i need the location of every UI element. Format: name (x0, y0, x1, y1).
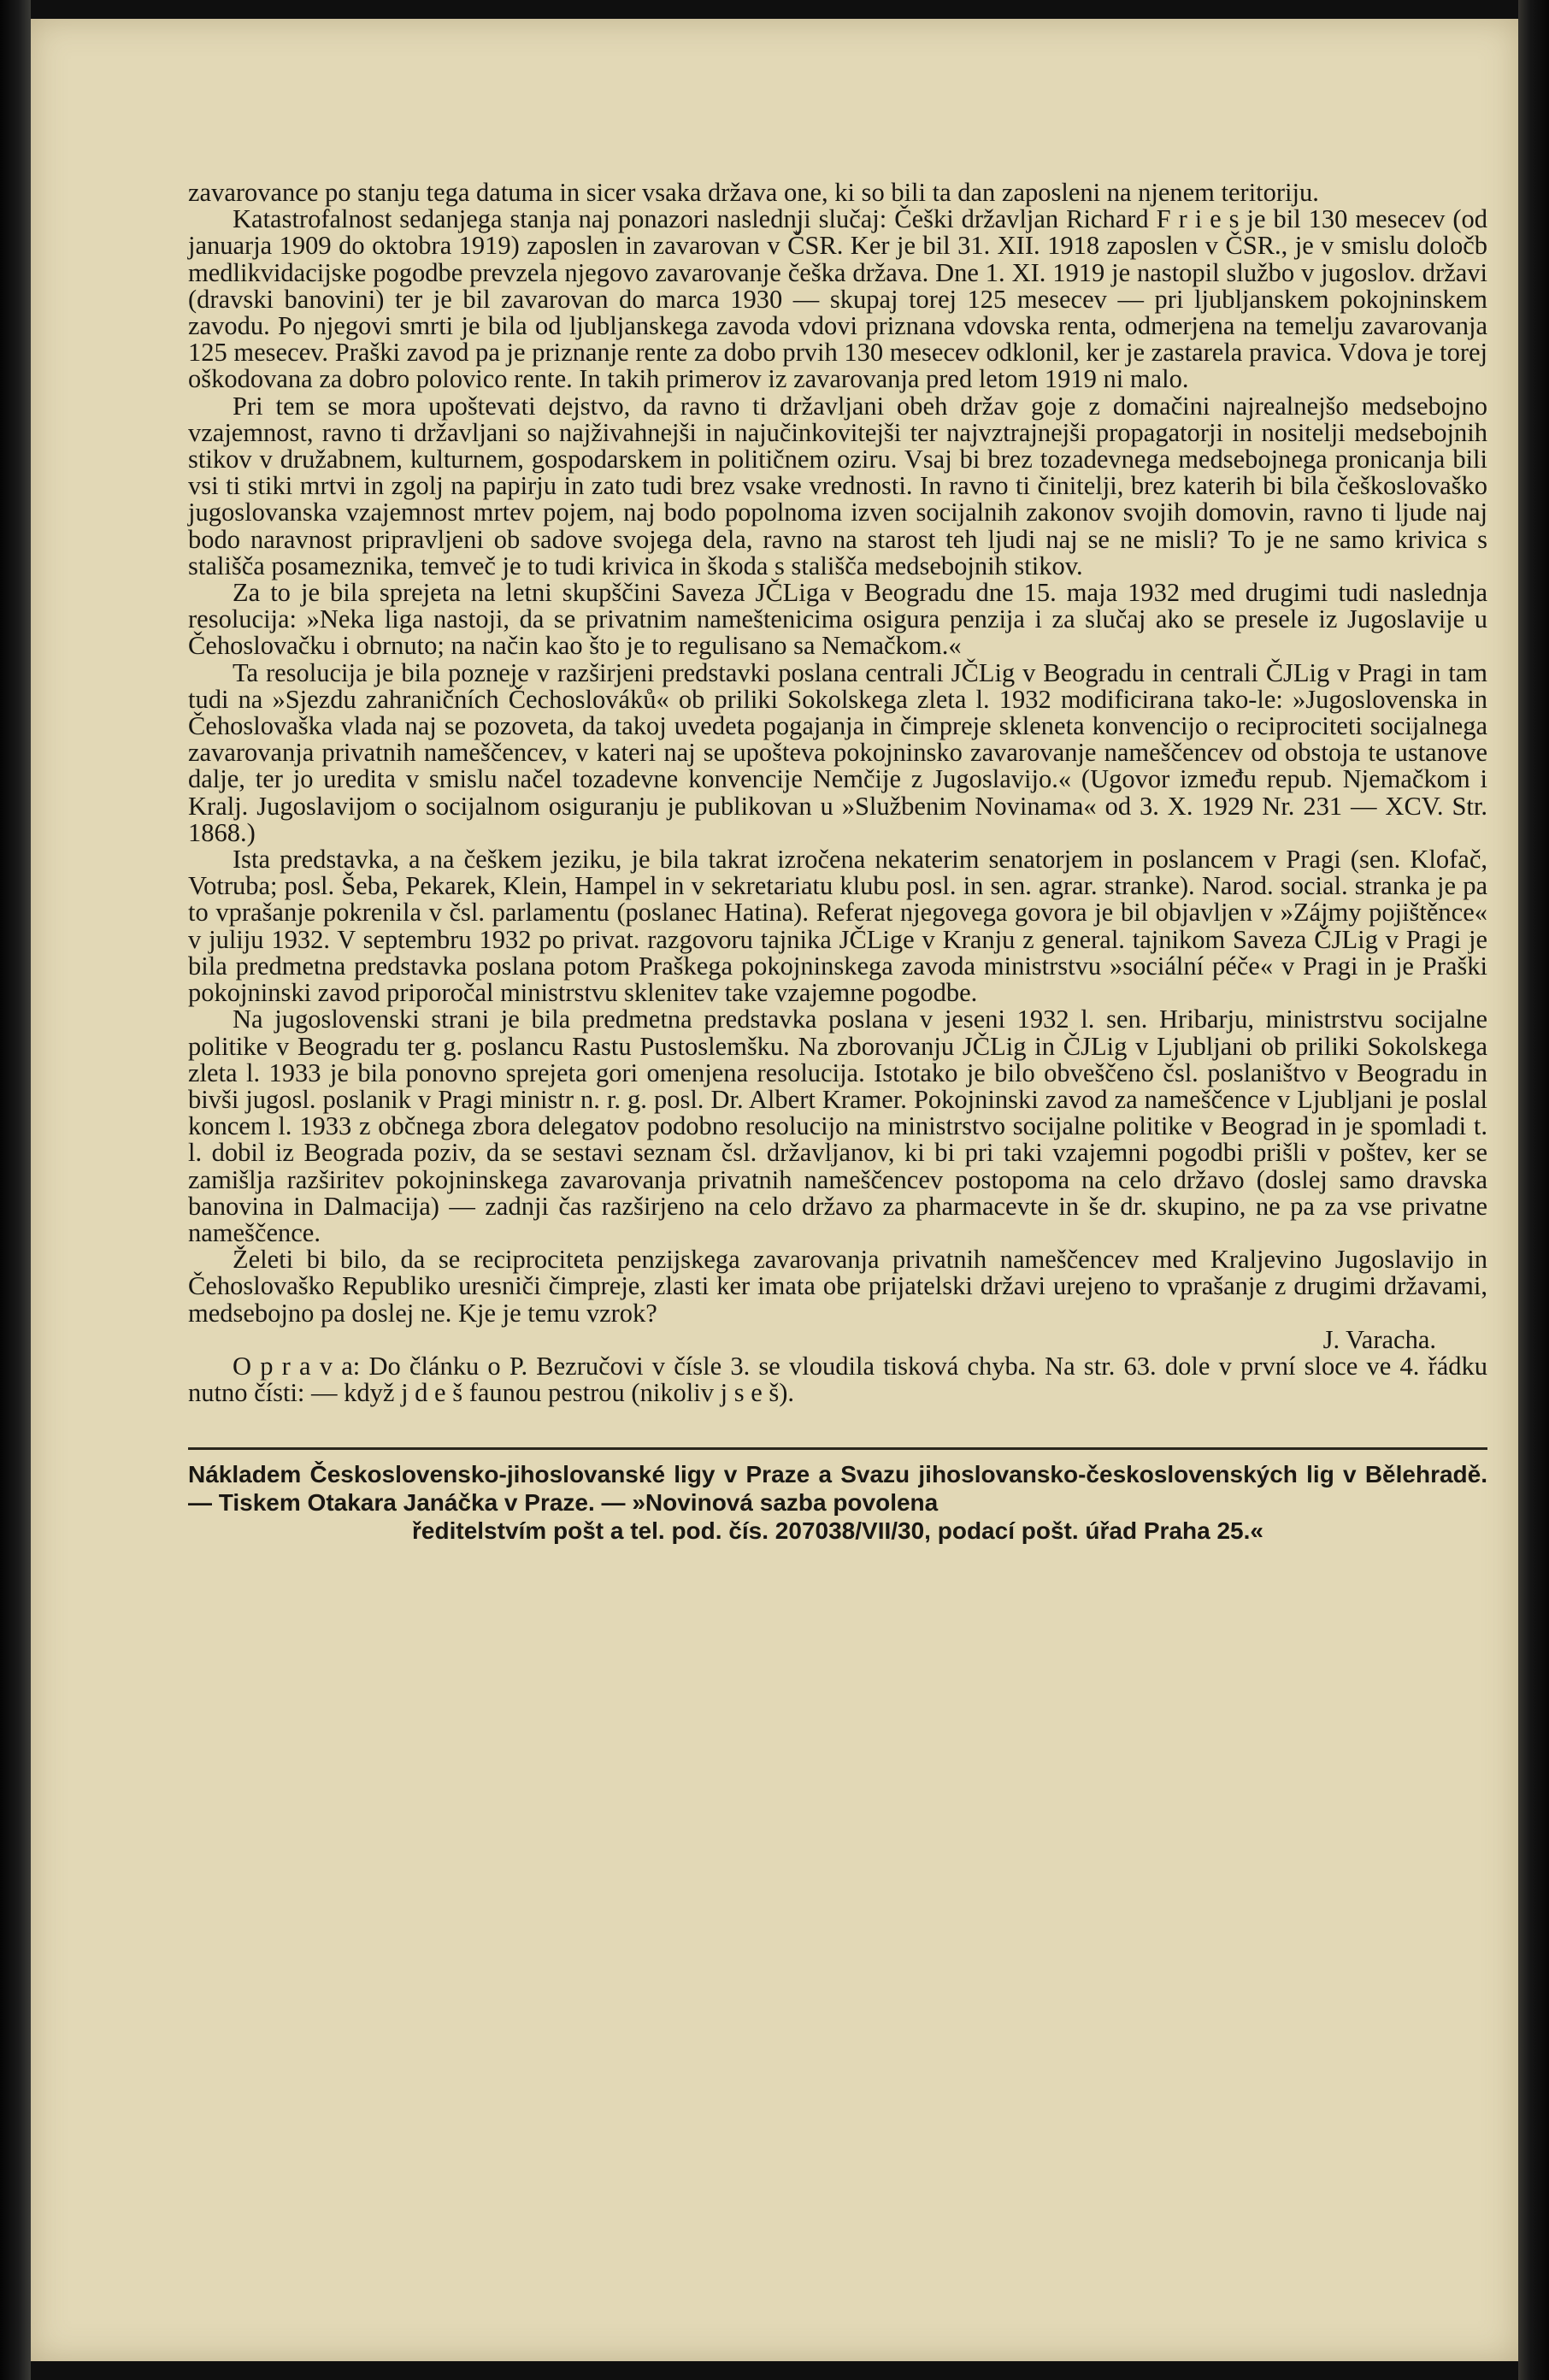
paragraph-6: Ista predstavka, a na češkem jeziku, je bila takrat izročena nekaterim senatorjem in poslancem v Pragi (sen. Klofač, Votruba; posl. Šeba, Pekarek, Klein, Hampel in v sekretariatu klubu posl. in sen. agrar. stranke). Narod. social. stranka je pa to vprašanje pokrenila v čsl. parlamentu (poslanec Hatina). Referat njegovega govora je bil objavljen v »Zájmy pojištěnce« v juliju 1932. V septembru 1932 po privat. razgovoru tajnika JČLige v Kranju z general. tajnikom Saveza ČJLig v Pragi je bila predmetna predstavka poslana potom Praškega pokojninskega zavoda ministrstvu »sociální péče« v Pragi in je Praški pokojninski zavod priporočal ministrstvu sklenitev take vzajemne pogodbe. (188, 845, 1487, 1008)
correction-text: Do článku o P. Bezručovi v čísle 3. se vloudila tisková chyba. Na str. 63. dole v první sloce ve 4. řádku nutno čísti: — když j d e š faunou pestrou (nikoliv j s e š). (188, 1351, 1487, 1408)
paragraph-2: Katastrofalnost sedanjega stanja naj ponazori naslednji slučaj: Češki državljan Richard F r i e s je bil 130 mesecev (od januarja 1909 do oktobra 1919) zaposlen in zavarovan v ČSR. Ker je bil 31. XII. 1918 zaposlen v ČSR., je v smislu določb medlikvidacijske pogodbe prevzela njegovo zavarovanje češka država. Dne 1. XI. 1919 je nastopil službo v jugoslov. državi (dravski banovini) ter je bil zavarovan do marca 1930 — skupaj torej 125 mesecev — pri ljubljanskem pokojninskem zavodu. Po njegovi smrti je bila od ljubljanskega zavoda vdovi priznana vdovska renta, odmerjena na temelju zavarovanja 125 mesecev. Praški zavod pa je priznanje rente za dobo prvih 130 mesecev odklonil, ker je zastarela pravica. Vdova je torej oškodovana za dobro polovico rente. In takih primerov iz zavarovanja pred letom 1919 ni malo. (188, 204, 1487, 394)
footer-line-1: Nákladem Československo-jihoslovanské ligy v Praze a Svazu jihoslovansko-československých lig v Bělehradě. — Tiskem Otakara Janáčka v Praze. — »Novinová sazba povolena (188, 1461, 1487, 1517)
footer-divider (188, 1447, 1487, 1450)
author-signature: J. Varacha. (1322, 1324, 1436, 1354)
paragraph-8: Želeti bi bilo, da se reciprociteta penzijskega zavarovanja privatnih nameščencev med Kraljevino Jugoslavijo in Čehoslovaško Republiko uresniči čimpreje, zlasti ker imata obe prijatelski državi urejeno to vprašanje z drugimi državami, medsebojno pa doslej ne. Kje je temu vzrok? (188, 1245, 1487, 1328)
publisher-footer (188, 1460, 1487, 1545)
scan-edge-right (1518, 0, 1549, 2380)
scan-edge-left (0, 0, 31, 2380)
paragraph-7: Na jugoslovenski strani je bila predmetna predstavka poslana v jeseni 1932 l. sen. Hribarju, ministrstvu socijalne politike v Beogradu ter g. poslancu Rastu Pustoslemšku. Na zborovanju JČLig in ČJLig v Ljubljani ob priliki Sokolskega zleta l. 1933 je bila ponovno sprejeta gori omenjena resolucija. Istotako je bilo obveščeno čsl. poslaništvo v Beogradu in bivši jugosl. poslanik v Pragi ministr n. r. g. posl. Dr. Albert Kramer. Pokojninski zavod za nameščence v Ljubljani je poslal koncem l. 1933 z občnega zbora delegatov podobno resolucijo na ministrstvo socijalne politike v Beograd in je spomladi t. l. dobil iz Beograda poziv, da se sestavi seznam čsl. državljanov, ki bi pri taki vzajemni pogodbi prišli v poštev, ker se zamišlja razširitev pokojninskega zavarovanja privatnih nameščencev postopoma na celo državo (doslej samo dravska banovina in Dalmacija) — zadnji čas razširjeno na celo državo za pharmacevte in še dr. skupino, ne pa za vse privatne nameščence. (188, 1004, 1487, 1247)
paragraph-1: zavarovance po stanju tega datuma in sicer vsaka država one, ki so bili ta dan zaposleni na njenem teritoriju. (188, 178, 1319, 207)
paragraph-5: Ta resolucija je bila pozneje v razširjeni predstavki poslana centrali JČLig v Beogradu in centrali ČJLig v Pragi in tam tudi na »Sjezdu zahraničních Čechoslováků« ob priliki Sokolskega zleta l. 1932 modificirana tako-le: »Jugoslovenska in Čehoslovaška vlada naj se pozoveta, da takoj uvedeta pogajanja in čimpreje skleneta konvencijo o reciprociteti socijalnega zavarovanja privatnih nameščencev, v kateri naj se upošteva pokojninsko zavarovanje nameščencev od obstoja te ustanove dalje, ter jo uredita v smislu načel tozadevne konvencije Nemčije z Jugoslavijo.« (Ugovor između repub. Njemačkom i Kralj. Jugoslavijom o socijalnom osiguranju je publikovan u »Službenim Novinama« od 3. X. 1929 Nr. 231 — XCV. Str. 1868.) (188, 657, 1487, 847)
paragraph-3: Pri tem se mora upoštevati dejstvo, da ravno ti državljani obeh držav goje z domačini najrealnejšo medsebojno vzajemnost, ravno ti državljani so najživahnejši in najučinkovitejši ter najvztrajnejši propagatorji in nositelji medsebojnih stikov v družabnem, kulturnem, gospodarskem in političnem oziru. Vsaj bi brez tozadevnega medsebojnega pronicanja bili vsi ti stiki mrtvi in zgolj na papirju in zato tudi brez vsake vrednosti. In ravno ti činitelji, brez katerih bi bila češkoslovaško jugoslovanska vzajemnost mrtev pojem, naj bodo popolnoma izven socijalnih zakonov svojih domovin, ravno ti ljude naj bodo naravnost pripravljeni ob sadove svojega dela, ravno na starost teh ljudi naj se ne misli? To je ne samo krivica s stališča posameznika, temveč je to tudi krivica in škoda s stališča medsebojnih stikov. (188, 391, 1487, 580)
correction-label: O p r a v a: (233, 1351, 361, 1381)
document-body (188, 180, 1487, 1545)
correction-note (188, 1353, 1487, 1406)
paragraph-4: Za to je bila sprejeta na letni skupščini Saveza JČLiga v Beogradu dne 15. maja 1932 med drugimi tudi naslednja resolucija: »Neka liga nastoji, da se privatnim nameštenicima osigura penzija i za slučaj ako se presele iz Jugoslavije u Čehoslovačku i obrnuto; na način kao što je to regulisano sa Nemačkom.« (188, 578, 1487, 661)
footer-line-2: ředitelstvím pošt a tel. pod. čís. 207038/VII/30, podací pošt. úřad Praha 25.« (412, 1517, 1263, 1545)
